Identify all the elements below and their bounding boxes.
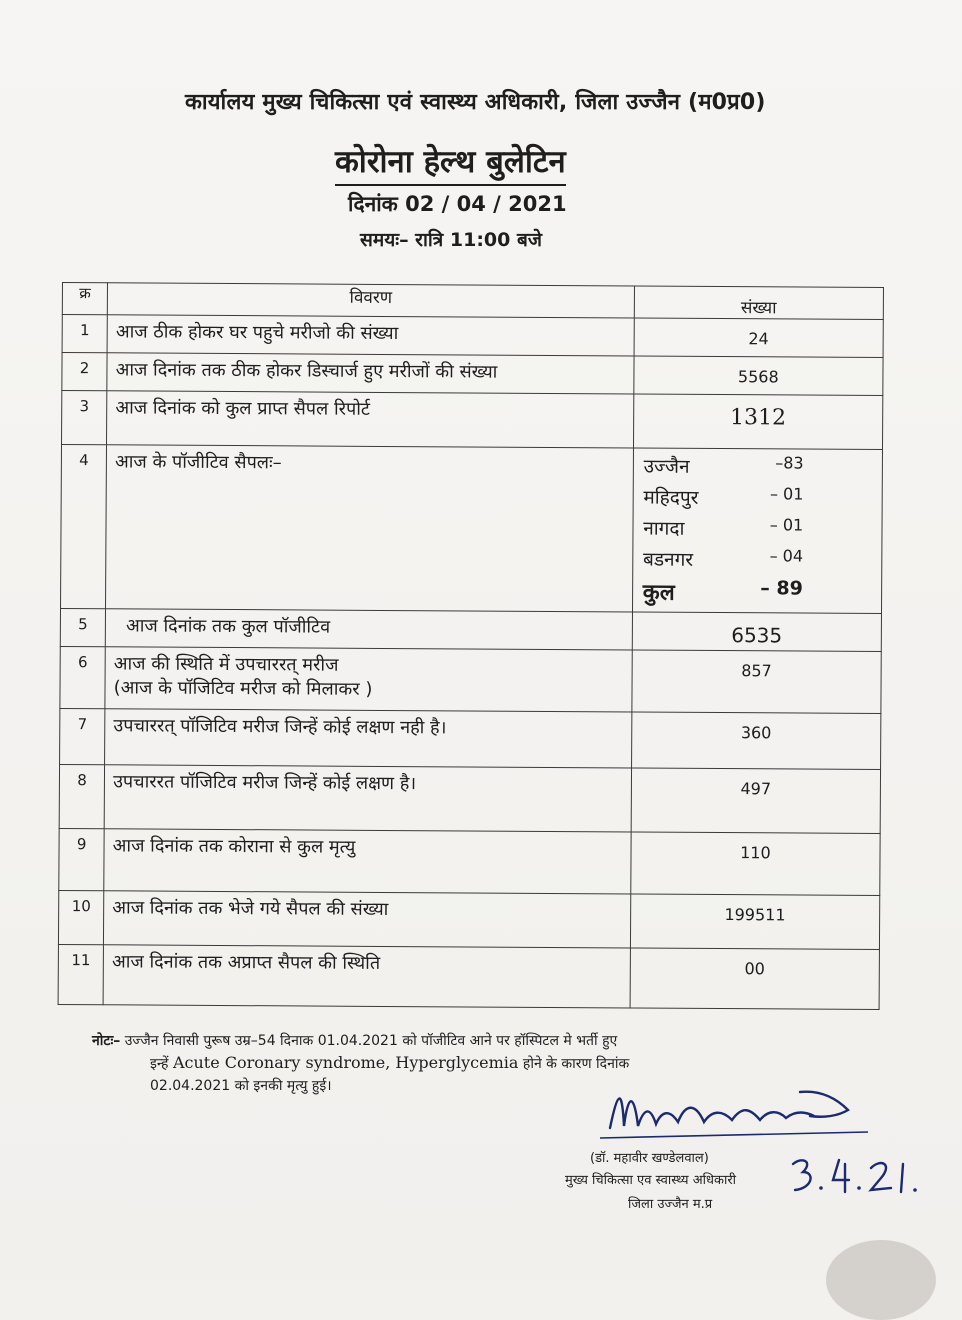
breakdown-item <box>643 515 803 547</box>
row-description: आज दिनांक तक कोराना से कुल मृत्यु <box>104 829 631 894</box>
table-row <box>60 608 881 651</box>
table-row <box>59 828 880 895</box>
row-description: उपचाररत पॉजिटिव मरीज जिन्हें कोई लक्षण है। <box>104 765 631 832</box>
row-description: आज दिनांक तक भेजे गये सैपल की संख्या <box>104 891 631 948</box>
table-row <box>58 944 879 1009</box>
page-title: कोरोना हेल्थ बुलेटिन <box>335 140 566 186</box>
row-description-line1: आज की स्थिति में उपचाररत् मरीज <box>113 653 339 676</box>
breakdown-item <box>644 453 804 485</box>
row-number: 3 <box>62 391 107 445</box>
table-row <box>58 890 879 949</box>
footnote-diagnosis: Acute Coronary syndrome, Hyperglycemia <box>172 1053 519 1072</box>
breakdown-count: –83 <box>775 453 804 473</box>
positive-breakdown <box>632 448 882 614</box>
row-number: 2 <box>62 353 107 391</box>
row-description: आज ठीक होकर घर पहुचे मरीजो की संख्या <box>107 315 634 356</box>
breakdown-place: नागदा <box>643 517 685 540</box>
row-value: 00 <box>630 948 880 1010</box>
table-row <box>62 353 883 396</box>
breakdown-count: – 01 <box>769 484 804 504</box>
bulletin-time: समयः– रात्रि 11:00 बजे <box>360 229 542 251</box>
footnote-line1 <box>92 1030 872 1052</box>
row-value: 6535 <box>632 612 881 652</box>
breakdown-count: – 89 <box>760 577 803 600</box>
breakdown-place: कुल <box>642 580 675 606</box>
table-row <box>60 646 881 713</box>
row-value: 110 <box>631 832 881 896</box>
footnote-label: नोटः– <box>92 1033 121 1049</box>
row-number: 8 <box>59 764 105 828</box>
footnote-text2a: इन्हें <box>150 1056 169 1072</box>
footnote-line3: 02.04.2021 को इनकी मृत्यु हुई। <box>150 1078 332 1094</box>
column-header-no: क्र <box>62 283 107 315</box>
row-value: 24 <box>634 318 883 358</box>
row-number: 9 <box>59 828 105 890</box>
row-number: 4 <box>61 445 107 609</box>
breakdown-place: महिदपुर <box>643 486 699 509</box>
column-header-desc: विवरण <box>107 283 634 318</box>
breakdown-count: – 04 <box>769 546 804 566</box>
row-description: आज दिनांक तक कुल पॉजीटिव <box>105 609 632 650</box>
row-number: 1 <box>62 315 107 353</box>
table-row <box>62 315 883 358</box>
row-number: 10 <box>58 890 103 944</box>
row-value: 497 <box>631 768 881 834</box>
row-value: 857 <box>632 650 882 714</box>
table-row <box>62 391 883 450</box>
footnote-text2b: होने के कारण दिनांक <box>522 1056 630 1072</box>
footnote-text1: उज्जैन निवासी पुरूष उम्र–54 दिनाक 01.04.2021 को पॉजीटिव आने पर हॉस्पिटल मे भर्ती हुए <box>124 1033 618 1049</box>
row-description: उपचाररत् पॉजिटिव मरीज जिन्हें कोई लक्षण नही है। <box>105 709 632 768</box>
breakdown-place: उज्जैन <box>643 455 690 478</box>
row-description: आज दिनांक को कुल प्राप्त सैपल रिपोर्ट <box>107 391 634 448</box>
breakdown-place: बडनगर <box>642 548 694 571</box>
signature-mark <box>600 1080 870 1150</box>
row-description: आज दिनांक तक ठीक होकर डिस्चार्ज हुए मरीजों की संख्या <box>107 353 634 394</box>
column-header-value: संख्या <box>634 286 883 320</box>
breakdown-item <box>643 546 803 578</box>
table-row <box>60 708 881 769</box>
row-value: 360 <box>631 712 881 770</box>
row-number: 6 <box>60 646 106 708</box>
table-header-row <box>62 283 883 320</box>
corner-badge-icon <box>826 1240 936 1320</box>
row-description: आज दिनांक तक अप्राप्त सैपल की स्थिति <box>103 945 630 1008</box>
breakdown-item <box>643 484 803 516</box>
breakdown-total <box>643 577 803 609</box>
bulletin-table <box>58 282 884 1010</box>
footnote-line2 <box>92 1052 872 1075</box>
row-number: 5 <box>60 608 105 646</box>
bulletin-date: दिनांक 02 / 04 / 2021 <box>348 192 567 216</box>
row-number: 7 <box>60 708 105 764</box>
row-description-line2: (आज के पॉजिटिव मरीज को मिलाकर ) <box>113 677 373 700</box>
row-value: 199511 <box>630 894 880 950</box>
table-row <box>59 764 880 833</box>
row-value: 1312 <box>633 394 883 450</box>
handwritten-date <box>785 1150 925 1200</box>
row-description: आज के पॉजीटिव सैपलः– <box>106 445 634 612</box>
office-header: कार्यालय मुख्य चिकित्सा एवं स्वास्थ्य अधिकारी, जिला उज्जैन (म0प्र0) <box>185 90 766 115</box>
table-row <box>61 445 883 614</box>
row-description <box>105 647 632 712</box>
signatory-district: जिला उज्जैन म.प्र <box>628 1197 713 1212</box>
signatory-designation: मुख्य चिकित्सा एव स्वास्थ्य अधिकारी <box>565 1173 737 1188</box>
row-value: 5568 <box>634 356 883 396</box>
signatory-name: (डॉ. महावीर खण्डेलवाल) <box>590 1151 709 1166</box>
row-number: 11 <box>58 944 104 1004</box>
breakdown-count: – 01 <box>769 515 804 535</box>
